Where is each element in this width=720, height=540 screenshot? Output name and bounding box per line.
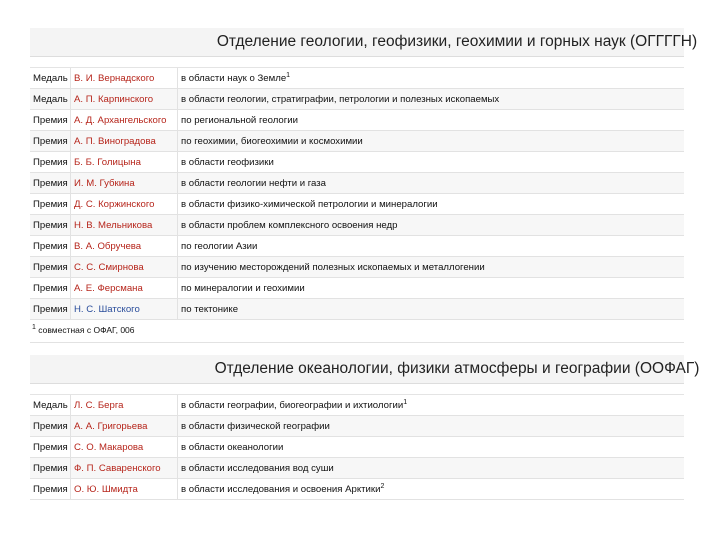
award-description-cell xyxy=(178,395,685,416)
laureate-cell xyxy=(71,437,178,458)
award-name-link[interactable]: В. И. Вернадского xyxy=(74,72,155,84)
table-row xyxy=(30,458,684,479)
award-type: Премия xyxy=(30,131,71,152)
award-description-cell xyxy=(178,131,685,152)
section1-title-text: Отделение геологии, геофизики, геохимии и горных наук (ОГГГГН) xyxy=(216,33,698,50)
section2-title-text: Отделение океанологии, физики атмосферы и географии (ООФАГ) xyxy=(214,360,700,377)
award-name-link[interactable]: А. А. Григорьева xyxy=(74,420,148,432)
award-description: по тектонике xyxy=(181,303,239,315)
section1-title xyxy=(30,28,698,57)
award-description-cell xyxy=(178,152,685,173)
footnote-ref[interactable]: 2 xyxy=(380,482,385,490)
award-description-cell xyxy=(178,194,685,215)
award-description-cell xyxy=(178,236,685,257)
award-description-cell xyxy=(178,89,685,110)
award-type: Премия xyxy=(30,299,71,320)
awards-page xyxy=(30,28,700,500)
award-name-link[interactable]: А. Е. Ферсмана xyxy=(74,282,143,294)
award-name-link[interactable]: А. П. Карпинского xyxy=(74,93,154,105)
award-description-cell xyxy=(178,479,685,500)
table-row xyxy=(30,68,684,89)
section2-table xyxy=(30,395,684,500)
section1-table xyxy=(30,68,684,320)
table-row xyxy=(30,215,684,236)
award-description: в области геологии, стратиграфии, петрологии и полезных ископаемых xyxy=(181,93,500,105)
table-row xyxy=(30,299,684,320)
award-description: в области исследования и освоения Арктики xyxy=(181,484,381,496)
footnote-ref[interactable]: 1 xyxy=(403,398,408,406)
award-name-link[interactable]: Ф. П. Саваренского xyxy=(74,462,161,474)
table-row xyxy=(30,479,684,500)
laureate-cell xyxy=(71,194,178,215)
laureate-cell xyxy=(71,152,178,173)
award-type: Премия xyxy=(30,173,71,194)
award-description: в области географии, биогеографии и ихтиологии xyxy=(181,400,404,412)
award-type: Премия xyxy=(30,257,71,278)
laureate-cell xyxy=(71,395,178,416)
award-description-cell xyxy=(178,299,685,320)
footnote-mark: 1 xyxy=(32,324,36,331)
table-row xyxy=(30,194,684,215)
award-description: по геологии Азии xyxy=(181,240,258,252)
section2-title xyxy=(30,355,700,384)
award-description: в области физико-химической петрологии и минералогии xyxy=(181,198,438,210)
footnote-ref[interactable]: 1 xyxy=(286,71,291,79)
award-type: Премия xyxy=(30,236,71,257)
award-name-link[interactable]: А. Д. Архангельского xyxy=(74,114,167,126)
footnote-text: совместная с ОФАГ, 006 xyxy=(38,324,135,335)
award-type: Медаль xyxy=(30,89,71,110)
award-type: Премия xyxy=(30,437,71,458)
award-type: Премия xyxy=(30,194,71,215)
section-gap xyxy=(30,57,684,68)
award-description: в области геологии нефти и газа xyxy=(181,177,326,189)
award-type: Медаль xyxy=(30,68,71,89)
award-type: Премия xyxy=(30,416,71,437)
award-name-link[interactable]: Д. С. Коржинского xyxy=(74,198,155,210)
award-name-link[interactable]: И. М. Губкина xyxy=(74,177,135,189)
award-type: Премия xyxy=(30,152,71,173)
award-name-link[interactable]: С. С. Смирнова xyxy=(74,261,144,273)
award-description: в области океанологии xyxy=(181,441,284,453)
award-description: в области проблем комплексного освоения недр xyxy=(181,219,398,231)
table-row xyxy=(30,110,684,131)
table-row xyxy=(30,257,684,278)
award-description: в области исследования вод суши xyxy=(181,462,334,474)
section-gap xyxy=(30,384,684,395)
laureate-cell xyxy=(71,257,178,278)
laureate-cell xyxy=(71,236,178,257)
award-name-link[interactable]: Н. В. Мельникова xyxy=(74,219,153,231)
award-name-link[interactable]: С. О. Макарова xyxy=(74,441,144,453)
award-description: по изучению месторождений полезных ископаемых и металлогении xyxy=(181,261,485,273)
award-description-cell xyxy=(178,68,685,89)
laureate-cell xyxy=(71,110,178,131)
award-description-cell xyxy=(178,110,685,131)
laureate-cell xyxy=(71,299,178,320)
table-row xyxy=(30,395,684,416)
award-name-link[interactable]: А. П. Виноградова xyxy=(74,135,156,147)
laureate-cell xyxy=(71,89,178,110)
table-row xyxy=(30,437,684,458)
award-description: по минералогии и геохимии xyxy=(181,282,305,294)
award-description-cell xyxy=(178,278,685,299)
award-name-link[interactable]: Л. С. Берга xyxy=(74,399,124,411)
award-description-cell xyxy=(178,173,685,194)
award-description: в области наук о Земле xyxy=(181,73,287,85)
section1-footnote xyxy=(30,320,684,343)
award-description-cell xyxy=(178,416,685,437)
award-name-link[interactable]: О. Ю. Шмидта xyxy=(74,483,138,495)
award-description-cell xyxy=(178,257,685,278)
award-description: по геохимии, биогеохимии и космохимии xyxy=(181,135,363,147)
award-type: Премия xyxy=(30,215,71,236)
award-description-cell xyxy=(178,215,685,236)
award-type: Медаль xyxy=(30,395,71,416)
table-row xyxy=(30,173,684,194)
laureate-cell xyxy=(71,215,178,236)
award-description-cell xyxy=(178,458,685,479)
award-description-cell xyxy=(178,437,685,458)
table-row xyxy=(30,236,684,257)
laureate-cell xyxy=(71,68,178,89)
table-row xyxy=(30,131,684,152)
award-description: в области физической географии xyxy=(181,420,330,432)
table-row xyxy=(30,278,684,299)
award-description: по региональной геологии xyxy=(181,114,298,126)
laureate-cell xyxy=(71,278,178,299)
laureate-cell xyxy=(71,416,178,437)
table-row xyxy=(30,152,684,173)
award-type: Премия xyxy=(30,479,71,500)
award-description: в области геофизики xyxy=(181,156,274,168)
award-type: Премия xyxy=(30,458,71,479)
award-type: Премия xyxy=(30,278,71,299)
laureate-cell xyxy=(71,458,178,479)
award-name-link[interactable]: Н. С. Шатского xyxy=(74,303,140,315)
award-type: Премия xyxy=(30,110,71,131)
table-row xyxy=(30,89,684,110)
award-name-link[interactable]: Б. Б. Голицына xyxy=(74,156,141,168)
table-row xyxy=(30,416,684,437)
award-name-link[interactable]: В. А. Обручева xyxy=(74,240,142,252)
laureate-cell xyxy=(71,173,178,194)
laureate-cell xyxy=(71,479,178,500)
laureate-cell xyxy=(71,131,178,152)
